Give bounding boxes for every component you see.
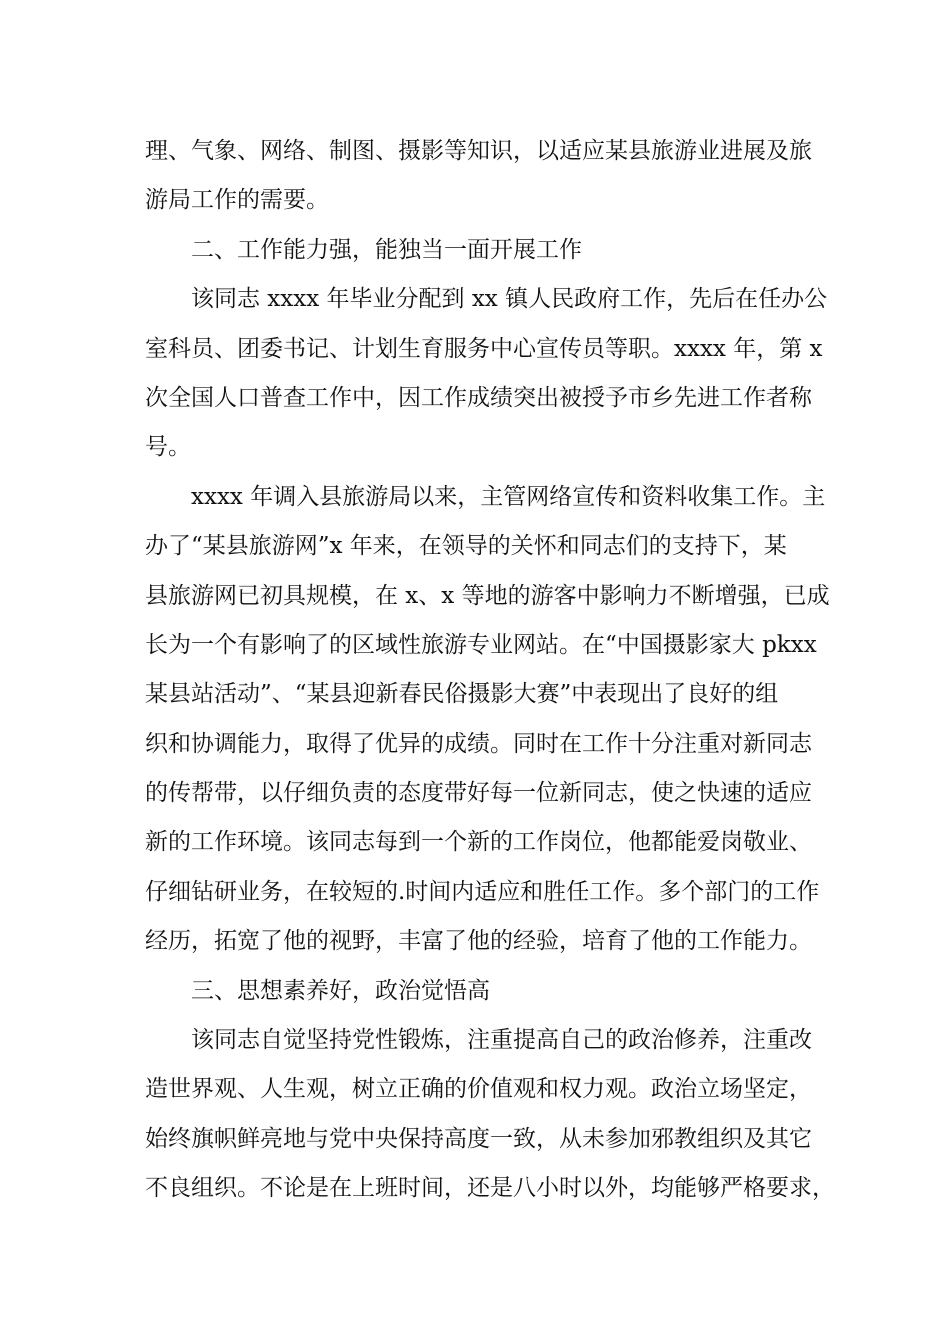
paragraph-line: 不良组织。不论是在上班时间，还是八小时以外，均能够严格要求， xyxy=(145,1175,835,1202)
paragraph-line: 仔细钻研业务，在较短的.时间内适应和胜任工作。多个部门的工作 xyxy=(145,878,820,905)
paragraph-line: 理、气象、网络、制图、摄影等知识，以适应某县旅游业进展及旅 xyxy=(145,138,812,164)
paragraph-line: 号。 xyxy=(145,434,191,461)
paragraph-line: 某县站活动”、“某县迎新春民俗摄影大赛”中表现出了良好的组 xyxy=(145,681,779,708)
paragraph-line: 的传帮带，以仔细负责的态度带好每一位新同志，使之快速的适应 xyxy=(145,780,812,807)
paragraph-line: 室科员、团委书记、计划生育服务中心宣传员等职。xxxx 年，第 x xyxy=(145,335,823,362)
paragraph-line: 办了“某县旅游网”x 年来，在领导的关怀和同志们的支持下，某 xyxy=(145,533,787,560)
paragraph-line: 经历，拓宽了他的视野，丰富了他的经验，培育了他的工作能力。 xyxy=(145,928,812,955)
paragraph-line: 次全国人口普查工作中，因工作成绩突出被授予市乡先进工作者称 xyxy=(145,384,812,411)
paragraph-line: 该同志 xxxx 年毕业分配到 xx 镇人民政府工作，先后在任办公 xyxy=(191,286,828,313)
paragraph-line: 县旅游网已初具规模，在 x、x 等地的游客中影响力不断增强，已成 xyxy=(145,582,830,609)
paragraph-line: 织和协调能力，取得了优异的成绩。同时在工作十分注重对新同志 xyxy=(145,730,812,757)
paragraph-line: 该同志自觉坚持党性锻炼，注重提高自己的政治修养，注重改 xyxy=(191,1027,812,1054)
paragraph-line: 长为一个有影响了的区域性旅游专业网站。在“中国摄影家大 pkxx xyxy=(145,631,817,658)
paragraph-line: 游局工作的需要。 xyxy=(145,187,329,214)
section-heading: 二、工作能力强，能独当一面开展工作 xyxy=(191,236,582,263)
document-body xyxy=(145,127,835,1214)
paragraph-line: xxxx 年调入县旅游局以来，主管网络宣传和资料收集工作。主 xyxy=(191,483,826,510)
paragraph-line: 始终旗帜鲜亮地与党中央保持高度一致，从未参加邪教组织及其它 xyxy=(145,1125,812,1152)
section-heading: 三、思想素养好，政治觉悟高 xyxy=(191,977,490,1004)
paragraph-line: 新的工作环境。该同志每到一个新的工作岗位，他都能爱岗敬业、 xyxy=(145,829,812,856)
paragraph-line: 造世界观、人生观，树立正确的价值观和权力观。政治立场坚定， xyxy=(145,1076,812,1103)
